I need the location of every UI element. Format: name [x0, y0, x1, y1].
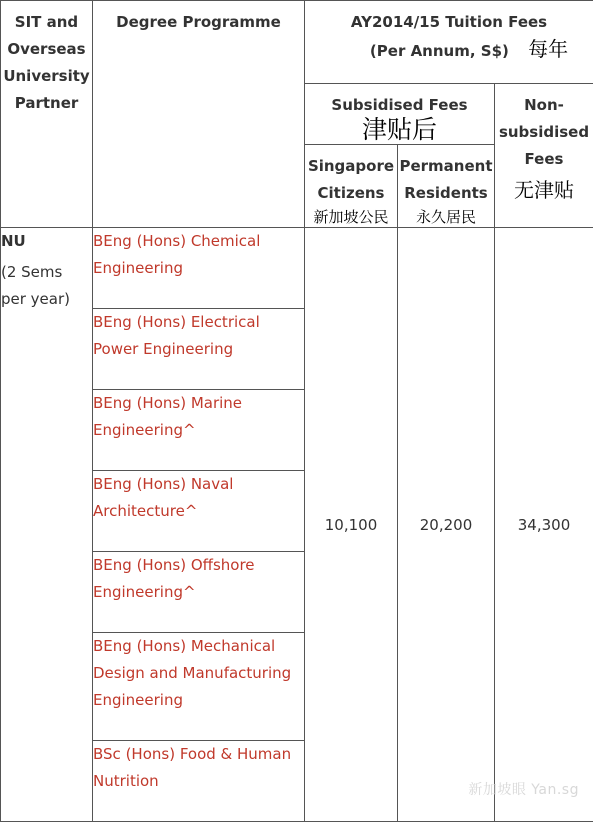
programme-cell [93, 471, 305, 552]
header-subsidised [305, 84, 495, 145]
pr-label: Permanent Residents [398, 153, 494, 207]
subsidised-label: Subsidised Fees [305, 92, 494, 119]
programme-link[interactable]: BEng (Hons) Mechanical Design and Manufacturing Engineering [93, 637, 291, 709]
fees-unit: (Per Annum, S$) [370, 42, 509, 60]
programme-cell [93, 633, 305, 741]
fee-citizens [305, 228, 398, 822]
programme-cell [93, 741, 305, 822]
subsidised-label-cn: 津贴后 [305, 116, 494, 144]
header-tuition-fees [305, 1, 593, 84]
fee-pr-value: 20,200 [420, 516, 473, 534]
fee-non-subsidised-value: 34,300 [518, 516, 571, 534]
partner-cell [1, 228, 93, 822]
programme-link[interactable]: BEng (Hons) Naval Architecture^ [93, 475, 233, 520]
fee-non-subsidised [495, 228, 593, 822]
programme-link[interactable]: BEng (Hons) Electrical Power Engineering [93, 313, 260, 358]
fees-title: AY2014/15 Tuition Fees [305, 9, 593, 36]
header-partner-label: SIT and Overseas University Partner [3, 13, 89, 112]
programme-link[interactable]: BEng (Hons) Chemical Engineering [93, 232, 260, 277]
header-citizens [305, 145, 398, 228]
programme-cell [93, 309, 305, 390]
header-pr [398, 145, 495, 228]
non-subsidised-label: Non-subsidised Fees [495, 92, 593, 173]
citizens-label-cn: 新加坡公民 [305, 207, 397, 227]
pr-label-cn: 永久居民 [398, 207, 494, 227]
programme-link[interactable]: BEng (Hons) Marine Engineering^ [93, 394, 242, 439]
header-non-subsidised [495, 84, 593, 228]
partner-name: NU [1, 228, 92, 255]
watermark: 新加坡眼 Yan.sg [468, 779, 579, 799]
fees-unit-cn: 每年 [528, 37, 568, 61]
programme-link[interactable]: BSc (Hons) Food & Human Nutrition [93, 745, 291, 790]
header-programme [93, 1, 305, 228]
programme-cell [93, 390, 305, 471]
programme-link[interactable]: BEng (Hons) Offshore Engineering^ [93, 556, 255, 601]
non-subsidised-label-cn: 无津贴 [495, 177, 593, 203]
programme-cell [93, 228, 305, 309]
header-partner [1, 1, 93, 228]
programme-cell [93, 552, 305, 633]
header-programme-label: Degree Programme [116, 13, 281, 31]
fee-citizens-value: 10,100 [325, 516, 378, 534]
citizens-label: Singapore Citizens [305, 153, 397, 207]
partner-note: (2 Sems per year) [1, 259, 92, 313]
fee-pr [398, 228, 495, 822]
